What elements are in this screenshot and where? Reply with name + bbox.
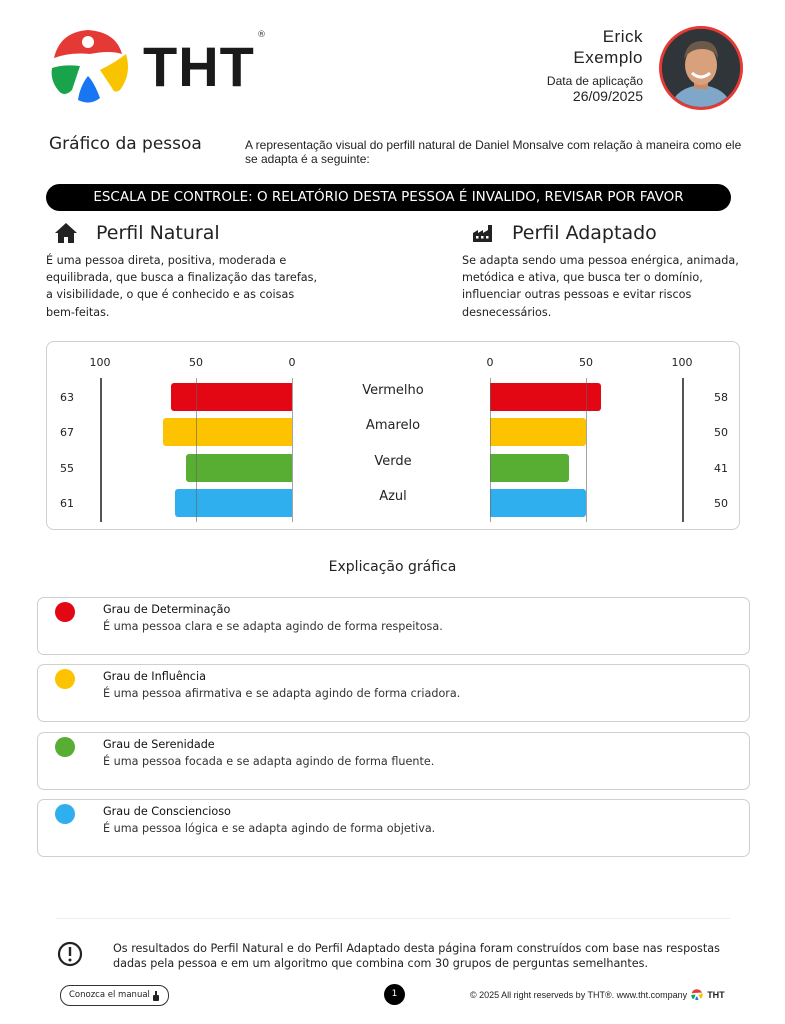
natural-profile [54, 222, 220, 244]
natural-bar-verde [186, 454, 292, 482]
home-icon [54, 222, 78, 244]
registered-mark: ® [257, 30, 266, 40]
avatar [659, 26, 743, 110]
natural-bar-vermelho [171, 383, 292, 411]
natural-profile-title: Perfil Natural [96, 222, 220, 244]
explanation-title: Explicação gráfica [328, 559, 457, 575]
tht-small-logo-icon [691, 989, 703, 1001]
explanation-card [37, 664, 750, 722]
category-label: Azul [379, 489, 407, 504]
info-icon [57, 941, 83, 971]
explanation-item-title: Grau de Determinação [103, 603, 231, 616]
explanation-item-title: Grau de Influência [103, 670, 206, 683]
adapted-profile [472, 222, 657, 244]
person-last-name: Exemplo [573, 48, 643, 67]
axis-line [682, 378, 684, 522]
explanation-card [37, 799, 750, 857]
pointer-hand-icon [152, 991, 160, 1001]
explanation-card [37, 597, 750, 655]
explanation-item-text: É uma pessoa afirmativa e se adapta agindo de forma criadora. [103, 687, 461, 700]
grid-line [196, 378, 197, 522]
grid-line [490, 378, 491, 522]
natural-value-label: 61 [60, 497, 74, 510]
adapted-profile-text: Se adapta sendo uma pessoa enérgica, animada, metódica e ativa, que busca ter o domínio, influenciar outras pessoas e evitar riscos desnecessários. [462, 254, 739, 319]
section-description: A representação visual do perfill natural de Daniel Monsalve com relação à maneira como ele se adapta é a seguinte: [245, 138, 742, 166]
page-number: 1 [384, 984, 405, 1005]
adapted-bar-azul [490, 489, 586, 517]
natural-value-label: 63 [60, 391, 74, 404]
factory-icon [472, 223, 494, 243]
explanation-item-title: Grau de Consciencioso [103, 805, 231, 818]
color-dot-icon [55, 602, 75, 622]
left-tick-label: 100 [89, 356, 111, 369]
person-photo-icon [662, 29, 740, 107]
section-title: Gráfico da pessoa [49, 134, 202, 154]
natural-value-label: 67 [60, 426, 74, 439]
category-label: Vermelho [362, 383, 424, 398]
explanation-item-text: É uma pessoa clara e se adapta agindo de forma respeitosa. [103, 620, 443, 633]
grid-line [292, 378, 293, 522]
small-brand: THT [707, 990, 725, 1000]
manual-button-label: Conozca el manual [69, 990, 150, 1000]
category-label: Amarelo [365, 418, 421, 433]
left-tick-label: 50 [189, 356, 203, 369]
explanation-card [37, 732, 750, 790]
right-tick-label: 100 [671, 356, 693, 369]
color-dot-icon [55, 669, 75, 689]
person-first-name: Erick [602, 27, 643, 46]
category-label: Verde [374, 454, 412, 469]
brand-name: THT [143, 35, 255, 98]
adapted-bar-amarelo [490, 418, 586, 446]
date-label: Data de aplicação [546, 74, 643, 88]
manual-button[interactable] [60, 985, 169, 1006]
natural-bar-azul [175, 489, 292, 517]
explanation-item-title: Grau de Serenidade [103, 738, 215, 751]
tht-logo-icon [50, 28, 130, 108]
footer-note: Os resultados do Perfil Natural e do Perfil Adaptado desta página foram construídos com base nas respostas dadas pela pessoa e em um algoritmo que combina com 30 grupos de perguntas semelhantes. [113, 942, 720, 970]
right-tick-label: 0 [486, 356, 494, 369]
person-info [547, 26, 643, 104]
adapted-profile-title: Perfil Adaptado [512, 222, 657, 244]
axis-line [100, 378, 102, 522]
grid-line [586, 378, 587, 522]
left-tick-label: 0 [288, 356, 296, 369]
color-dot-icon [55, 804, 75, 824]
explanation-item-text: É uma pessoa focada e se adapta agindo de forma fluente. [103, 755, 435, 768]
footer-divider [56, 918, 730, 919]
natural-bar-amarelo [163, 418, 292, 446]
date-value: 26/09/2025 [572, 88, 643, 104]
copyright-text: © 2025 All right reserveds by THT®. www.tht.company [470, 990, 688, 1000]
adapted-value-label: 41 [714, 462, 728, 475]
right-tick-label: 50 [579, 356, 593, 369]
adapted-value-label: 58 [714, 391, 728, 404]
copyright [470, 989, 725, 1001]
natural-profile-text: É uma pessoa direta, positiva, moderada e equilibrada, que busca a finalização das tarefas, a visibilidade, o que é conhecido e as coisas bem-feitas. [46, 254, 317, 319]
warning-banner: ESCALA DE CONTROLE: O RELATÓRIO DESTA PESSOA É INVALIDO, REVISAR POR FAVOR [46, 184, 731, 211]
adapted-value-label: 50 [714, 497, 728, 510]
explanation-item-text: É uma pessoa lógica e se adapta agindo de forma objetiva. [103, 822, 436, 835]
natural-value-label: 55 [60, 462, 74, 475]
adapted-value-label: 50 [714, 426, 728, 439]
adapted-bar-vermelho [490, 383, 601, 411]
color-dot-icon [55, 737, 75, 757]
adapted-bar-verde [490, 454, 569, 482]
